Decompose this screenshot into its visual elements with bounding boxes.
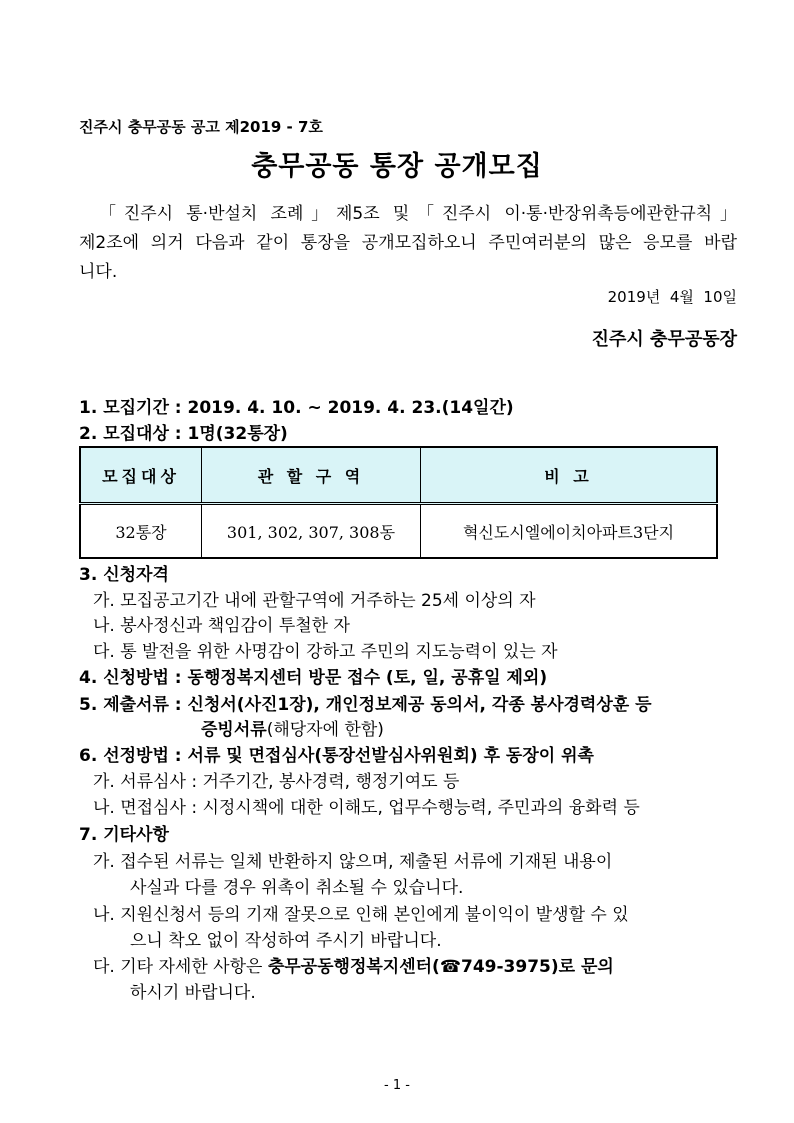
page-number: - 1 - bbox=[384, 1078, 410, 1093]
list-item: 나. 봉사정신과 책임감이 투철한 자 bbox=[93, 616, 350, 636]
section-4-method: 4. 신청방법 : 동행정복지센터 방문 접수 (토, 일, 공휴일 제외) bbox=[79, 668, 548, 688]
list-item: 나. 지원신청서 등의 기재 잘못으로 인해 본인에게 불이익이 발생할 수 있 bbox=[93, 905, 629, 925]
table-header-cell: 모집대상 bbox=[80, 447, 202, 504]
intro-paragraph bbox=[79, 200, 737, 287]
table-cell: 32통장 bbox=[80, 504, 202, 559]
intro-line-2: 제2조에 의거 다음과 같이 통장을 공개모집하오니 주민여러분의 많은 응모를 바랍 bbox=[79, 233, 737, 253]
notice-date: 2019년 4월 10일 bbox=[607, 288, 737, 306]
section-6-selection: 6. 선정방법 : 서류 및 면접심사(통장선발심사위원회) 후 동장이 위촉 bbox=[79, 746, 594, 766]
page-title: 충무공동 통장 공개모집 bbox=[251, 151, 543, 182]
section-5-cont-normal: (해당자에 한함) bbox=[266, 720, 384, 740]
recruit-table bbox=[79, 446, 718, 559]
list-item-continuation: 하시기 바랍니다. bbox=[130, 983, 256, 1003]
intro-line-3: 니다. bbox=[79, 262, 118, 282]
table-cell: 혁신도시엘에이치아파트3단지 bbox=[421, 504, 718, 559]
table-header-cell: 관 할 구 역 bbox=[202, 447, 421, 504]
table-header-row bbox=[80, 447, 717, 504]
list-item: 다. 통 발전을 위한 사명감이 강하고 주민의 지도능력이 있는 자 bbox=[93, 642, 558, 662]
intro-line-1: 「진주시 통·반설치 조례」제5조 및「진주시 이·통·반장위촉등에관한규칙」 bbox=[99, 204, 737, 224]
list-item: 가. 모집공고기간 내에 관할구역에 거주하는 25세 이상의 자 bbox=[93, 591, 536, 611]
list-item-continuation: 으니 착오 없이 작성하여 주시기 바랍니다. bbox=[130, 931, 442, 951]
contact-text: 다. 기타 자세한 사항은 bbox=[93, 957, 268, 977]
table-cell: 301, 302, 307, 308동 bbox=[202, 504, 421, 559]
list-item: 가. 서류심사 : 거주기간, 봉사경력, 행정기여도 등 bbox=[93, 772, 460, 792]
section-5-continuation bbox=[201, 715, 384, 740]
section-3-qualification: 3. 신청자격 bbox=[79, 565, 169, 585]
section-1-period: 1. 모집기간 : 2019. 4. 10. ~ 2019. 4. 23.(14일간) bbox=[79, 398, 514, 418]
list-item: 가. 접수된 서류는 일체 반환하지 않으며, 제출된 서류에 기재된 내용이 bbox=[93, 852, 613, 872]
list-item-continuation: 사실과 다를 경우 위촉이 취소될 수 있습니다. bbox=[130, 878, 464, 898]
list-item: 나. 면접심사 : 시정시책에 대한 이해도, 업무수행능력, 주민과의 융화력 등 bbox=[93, 798, 640, 818]
notice-number: 진주시 충무공동 공고 제2019 - 7호 bbox=[79, 118, 323, 136]
section-2-target: 2. 모집대상 : 1명(32통장) bbox=[79, 424, 288, 444]
signer: 진주시 충무공동장 bbox=[591, 329, 737, 350]
section-7-other: 7. 기타사항 bbox=[79, 825, 169, 845]
list-item bbox=[93, 952, 614, 977]
section-5-cont-bold: 증빙서류 bbox=[201, 720, 267, 740]
table-row bbox=[80, 504, 717, 559]
section-5-documents: 5. 제출서류 : 신청서(사진1장), 개인정보제공 동의서, 각종 봉사경력상훈 등 bbox=[79, 695, 652, 715]
table-header-cell: 비 고 bbox=[421, 447, 718, 504]
contact-phone: 충무공동행정복지센터(☎749-3975)로 문의 bbox=[267, 957, 614, 977]
